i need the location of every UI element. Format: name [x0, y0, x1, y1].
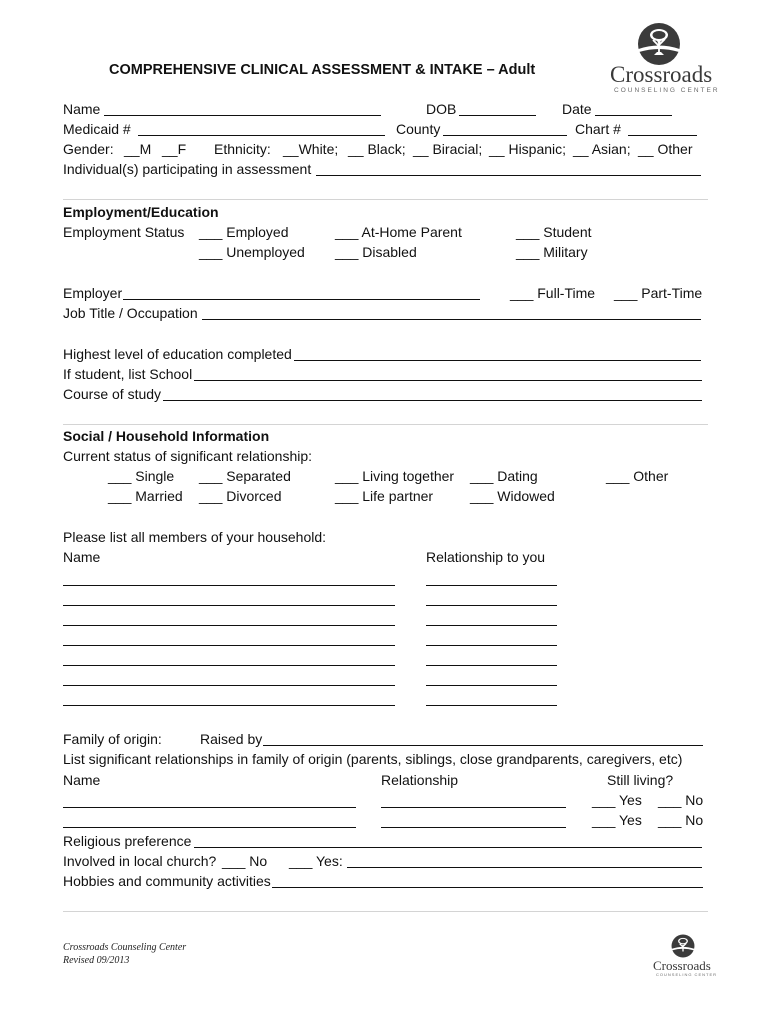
- section-divider: [63, 424, 708, 425]
- gender-male-option[interactable]: __M: [124, 141, 152, 157]
- school-label: If student, list School: [63, 366, 193, 382]
- course-label: Course of study: [63, 386, 162, 402]
- household-relationship-field[interactable]: [426, 625, 557, 626]
- ethnicity-hispanic-option[interactable]: __ Hispanic;: [489, 141, 567, 157]
- chart-field[interactable]: [628, 135, 697, 136]
- gender-label: Gender:: [63, 141, 114, 157]
- participants-field[interactable]: [316, 175, 701, 176]
- county-field[interactable]: [443, 135, 567, 136]
- ethnicity-black-option[interactable]: __ Black;: [348, 141, 406, 157]
- medicaid-label: Medicaid #: [63, 121, 131, 137]
- household-relationship-field[interactable]: [426, 585, 557, 586]
- school-field[interactable]: [194, 380, 702, 381]
- hobbies-label: Hobbies and community activities: [63, 873, 271, 889]
- married-option[interactable]: ___ Married: [108, 488, 183, 504]
- household-relationship-field[interactable]: [426, 705, 557, 706]
- relationship-prompt: Current status of significant relationship:: [63, 448, 313, 464]
- church-no-option[interactable]: ___ No: [222, 853, 268, 869]
- widowed-option[interactable]: ___ Widowed: [470, 488, 555, 504]
- logo-subtitle: COUNSELING CENTER: [614, 87, 720, 94]
- raised-by-label: Raised by: [200, 731, 263, 747]
- tree-logo-icon: [637, 22, 681, 66]
- religious-label: Religious preference: [63, 833, 192, 849]
- employment-status-label: Employment Status: [63, 224, 185, 240]
- living-together-option[interactable]: ___ Living together: [335, 468, 455, 484]
- household-relationship-field[interactable]: [426, 605, 557, 606]
- social-heading: Social / Household Information: [63, 428, 270, 444]
- single-option[interactable]: ___ Single: [108, 468, 175, 484]
- still-living-yes-option[interactable]: ___ Yes: [592, 792, 642, 808]
- job-title-label: Job Title / Occupation: [63, 305, 198, 321]
- footer-org: Crossroads Counseling Center: [63, 942, 187, 953]
- footer-logo-subtitle: COUNSELING CENTER: [656, 972, 718, 977]
- form-title: COMPREHENSIVE CLINICAL ASSESSMENT & INTAKE – Adult: [109, 62, 536, 78]
- employer-field[interactable]: [123, 299, 480, 300]
- family-relationship-field[interactable]: [381, 807, 566, 808]
- chart-label: Chart #: [575, 121, 621, 137]
- household-name-header: Name: [63, 549, 101, 565]
- footer-revised: Revised 09/2013: [63, 955, 130, 966]
- family-name-field[interactable]: [63, 827, 356, 828]
- still-living-no-option[interactable]: ___ No: [658, 812, 704, 828]
- dating-option[interactable]: ___ Dating: [470, 468, 538, 484]
- separated-option[interactable]: ___ Separated: [199, 468, 291, 484]
- tree-logo-icon: [671, 934, 695, 958]
- dob-field[interactable]: [459, 115, 536, 116]
- dob-label: DOB: [426, 101, 457, 117]
- other-relationship-option[interactable]: ___ Other: [606, 468, 669, 484]
- household-name-field[interactable]: [63, 585, 395, 586]
- military-option[interactable]: ___ Military: [516, 244, 588, 260]
- name-label: Name: [63, 101, 101, 117]
- religious-field[interactable]: [194, 847, 702, 848]
- date-field[interactable]: [595, 115, 672, 116]
- household-relationship-field[interactable]: [426, 645, 557, 646]
- unemployed-option[interactable]: ___ Unemployed: [199, 244, 305, 260]
- disabled-option[interactable]: ___ Disabled: [335, 244, 417, 260]
- life-partner-option[interactable]: ___ Life partner: [335, 488, 434, 504]
- section-divider: [63, 199, 708, 200]
- education-label: Highest level of education completed: [63, 346, 292, 362]
- household-relationship-field[interactable]: [426, 665, 557, 666]
- ethnicity-other-option[interactable]: __ Other: [638, 141, 693, 157]
- participants-label: Individual(s) participating in assessment: [63, 161, 312, 177]
- ethnicity-label: Ethnicity:: [214, 141, 271, 157]
- crossroads-logo: [606, 22, 720, 96]
- household-name-field[interactable]: [63, 705, 395, 706]
- county-label: County: [396, 121, 441, 137]
- ethnicity-asian-option[interactable]: __ Asian;: [573, 141, 631, 157]
- household-name-field[interactable]: [63, 625, 395, 626]
- church-name-field[interactable]: [347, 867, 702, 868]
- family-relationship-header: Relationship: [381, 772, 459, 788]
- student-option[interactable]: ___ Student: [516, 224, 592, 240]
- raised-by-field[interactable]: [263, 745, 703, 746]
- family-list-prompt: List significant relationships in family of origin (parents, siblings, close grandparents, caregivers, etc): [63, 751, 683, 767]
- family-relationship-field[interactable]: [381, 827, 566, 828]
- church-label: Involved in local church?: [63, 853, 217, 869]
- hobbies-field[interactable]: [272, 887, 703, 888]
- employer-label: Employer: [63, 285, 123, 301]
- still-living-yes-option[interactable]: ___ Yes: [592, 812, 642, 828]
- household-name-field[interactable]: [63, 665, 395, 666]
- date-label: Date: [562, 101, 592, 117]
- full-time-option[interactable]: ___ Full-Time: [510, 285, 596, 301]
- job-title-field[interactable]: [202, 319, 701, 320]
- divorced-option[interactable]: ___ Divorced: [199, 488, 282, 504]
- education-field[interactable]: [294, 360, 701, 361]
- name-field[interactable]: [104, 115, 381, 116]
- church-yes-option[interactable]: ___ Yes:: [289, 853, 343, 869]
- employed-option[interactable]: ___ Employed: [199, 224, 289, 240]
- household-prompt: Please list all members of your household:: [63, 529, 327, 545]
- household-name-field[interactable]: [63, 645, 395, 646]
- ethnicity-biracial-option[interactable]: __ Biracial;: [413, 141, 483, 157]
- household-relationship-header: Relationship to you: [426, 549, 546, 565]
- part-time-option[interactable]: ___ Part-Time: [614, 285, 703, 301]
- employment-heading: Employment/Education: [63, 204, 219, 220]
- footer-logo-name: Crossroads: [653, 958, 711, 973]
- footer-divider: [63, 911, 708, 912]
- household-name-field[interactable]: [63, 605, 395, 606]
- household-name-field[interactable]: [63, 685, 395, 686]
- family-of-origin-label: Family of origin:: [63, 731, 162, 747]
- footer-logo: [652, 934, 718, 980]
- ethnicity-white-option[interactable]: __White;: [283, 141, 339, 157]
- still-living-header: Still living?: [607, 772, 674, 788]
- family-name-header: Name: [63, 772, 101, 788]
- at-home-parent-option[interactable]: ___ At-Home Parent: [335, 224, 462, 240]
- medicaid-field[interactable]: [138, 135, 385, 136]
- gender-female-option[interactable]: __F: [162, 141, 187, 157]
- logo-name: Crossroads: [610, 62, 713, 87]
- household-relationship-field[interactable]: [426, 685, 557, 686]
- still-living-no-option[interactable]: ___ No: [658, 792, 704, 808]
- family-name-field[interactable]: [63, 807, 356, 808]
- course-field[interactable]: [163, 400, 702, 401]
